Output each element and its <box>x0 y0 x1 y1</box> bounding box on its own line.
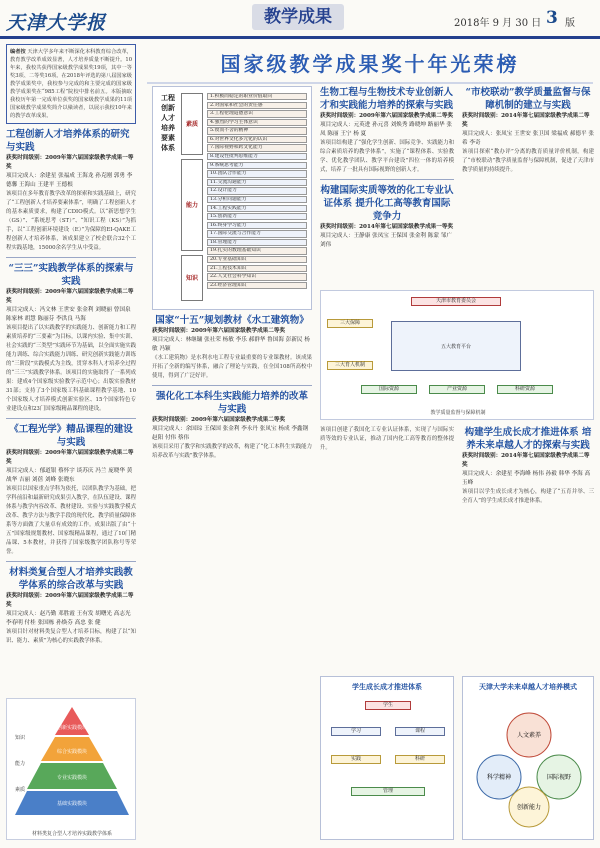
diagram-item: 3.工程伦理道德意识 <box>207 110 307 117</box>
diagram-item: 19.扎实的数理基础知识 <box>207 247 307 254</box>
article-body: 该项目在多年教育教学改革的探索和实践基础上，研究了“工程创新人才培养要素体系”，明确了工程创新人才的基本素质要求，构建了CDIO模式。以“新思想学生（GS）”、“系统思考（ST）”、“知识工程（KS）”为抓手，以“工程创新环境建设（E）”为保障的EI-QAKE工程创新人才培养体系，该成果建立了校企联合32个工程实践基地，15000余名学生从中受益。 <box>6 191 136 251</box>
diagram-item: 7.国际视野和跨文化能力 <box>207 144 307 151</box>
diagram-item: 12.设计能力 <box>207 187 307 194</box>
pyramid-side-1: 能力 <box>15 761 26 767</box>
article-authors: 项目完成人：余建星 李海峰 杨伟 孙毅 韩华 李海 高玉峰 <box>462 471 591 486</box>
masthead-rule <box>0 36 600 39</box>
editor-note <box>10 48 132 120</box>
article-title: 构建学生成长成才推进体系 培养未来卓越人才的探索与实践 <box>464 427 592 451</box>
article-meta: 获奖时间级别：2014年第七届国家级教学成果二等奖 <box>462 113 590 128</box>
section-title: 教学成果 <box>252 4 344 30</box>
growth-node-0: 学生 <box>365 701 411 710</box>
talent-label-1: 科学精神 <box>486 774 512 781</box>
talent-mode-svg <box>463 695 595 835</box>
pyramid-caption: 材料类复合型人才培养实践教学体系 <box>31 831 112 837</box>
talent-mode-title: 天津大学未来卓越人才培养模式 <box>479 682 577 691</box>
pyramid-figure <box>6 698 136 840</box>
article-body: 该项目采用了教学和实践教学的改革，构建了“化工本科生实践能力培养改革与实践”教学体系。 <box>152 444 312 459</box>
article-mid-0 <box>152 314 312 381</box>
article-authors: 项目完成人：郁道银 蔡怀宇 谈苏庆 冯兰 庞晓华 黄战华 吉丽 刘蓓 刘峰 张晓东 <box>6 468 133 483</box>
diagram-item: 14.工程实践能力 <box>207 205 307 212</box>
article-mid2-1 <box>320 184 454 250</box>
diagram-item: 18.管理能力 <box>207 239 307 246</box>
growth-node-3: 实践 <box>331 755 381 764</box>
divider <box>6 561 136 562</box>
issue-date: 2018年 9 月 30 日 <box>454 18 542 29</box>
article-title: 工程创新人才培养体系的研究与实践 <box>6 129 130 153</box>
talent-label-2: 国际视野 <box>546 774 572 781</box>
diagram-item: 20.专业基础知识 <box>207 256 307 263</box>
article-meta: 获奖时间级别：2009年第六届国家级教学成果二等奖 <box>320 113 454 119</box>
article-authors: 项目完成人：余建星 张福成 王海龙 孙克刚 郭勇 李德馨 王海山 王建平 王德根 <box>6 173 133 188</box>
pyramid-side-0: 知识 <box>15 735 26 741</box>
divider <box>6 257 136 258</box>
talent-label-3: 创新能力 <box>516 804 542 811</box>
article-authors: 项目完成人：赵乃勤 邓胜霞 王有发 胡曙光 高志光 李春明 付桂 张国栋 孙焕芬 高忠 张 健 <box>6 611 131 626</box>
masthead <box>0 0 600 40</box>
article-body: 该项目提出了以实践教学的实践能力、创新能力和工程素质培养的“三要素”为目标，以课内实验、集中实训、社会实践的“三类型”实践环节为基础，以全面实施实践能力训练、综合实践能力训练、研究创新实践能力训练的“三阶段”实践模式为主线，贯穿本科人才培养全过程的“三三”实践教学体系。该项目的实施取得了一系列成果：建成4个国家级实验教学示范中心；出版实验教材31部；支持了3个国家级工科基础课程教学基地、10个国家级人才培养模式创新实验区、15个国家特色专业建设点和23门国家级精品课程的建设。 <box>6 325 136 412</box>
article-title: 强化化工本科生实践能力培养的改革与实践 <box>155 391 308 415</box>
talent-elements-diagram <box>152 86 312 310</box>
article-meta: 获奖时间级别：2009年第六届国家级教学成果一等奖 <box>6 155 134 170</box>
page-number: 3 <box>546 8 558 28</box>
article-meta: 获奖时间级别：2009年第六届国家级教学成果二等奖 <box>152 328 286 334</box>
divider <box>152 385 312 386</box>
pyramid-label-2: 专业实践模块 <box>56 775 88 781</box>
article-title: 构建国际实质等效的化工专业认证体系 提升化工高等教育国际竞争力 <box>320 185 454 222</box>
diagram-group-1: 能力 <box>181 159 203 251</box>
net-node-guarantee: 三大保障 <box>327 319 373 328</box>
article-title: 材料类复合型人才培养实践教学体系的综合改革与实践 <box>9 567 133 591</box>
diagram-items <box>207 93 307 290</box>
pyramid-label-3: 基础实践模块 <box>56 801 88 807</box>
article-body: 该项目探索“教办评”分离的教育质量评价机制，构建了“市校联动”教学质量监督与保障机制，促进了天津市教学质量的持续提升。 <box>462 149 594 173</box>
net-node-research: 科研资源 <box>497 385 553 394</box>
growth-node-1: 学习 <box>331 727 381 736</box>
article-authors: 项目完成人：王静康 张凤宝 王保国 张金利 陈蒙 邹广 刘伟 <box>320 233 452 248</box>
talent-label-0: 人文素养 <box>516 732 542 739</box>
growth-node-2: 课程 <box>395 727 445 736</box>
article-meta: 获奖时间级别：2009年第六届国家级教学成果二等奖 <box>6 450 134 465</box>
pyramid-side-2: 素质 <box>15 787 26 793</box>
editor-note-box <box>6 44 136 124</box>
diagram-item: 1.积极而稳定的职业价值取向 <box>207 93 307 100</box>
article-left-0 <box>6 128 136 253</box>
article-meta: 获奖时间级别：2014年第七届国家级教学成果一等奖 <box>320 224 454 230</box>
article-title: “三三”实践教学体系的探索与实践 <box>8 263 134 287</box>
article-mid2-0 <box>320 86 454 175</box>
diagram-side-title: 工程创新人才培养要素体系 <box>161 93 175 152</box>
net-diagram-caption: 教学质量监督与保障机制 <box>430 410 486 416</box>
right-column-lower <box>462 426 594 506</box>
article-authors: 项目完成人：元英进 孙元喜 刘焕秀 路晓坤 路丽华 张凤 陈丽 王宁 杨 夏 <box>320 122 452 137</box>
newspaper-logo: 天津大学报 <box>6 12 107 34</box>
article-authors: 项目完成人：林继镛 张社荣 杨敏 李乐 郝群华 鲁国海 彭新民 杨敏 冯颖 <box>152 337 310 352</box>
diagram-item: 8.建设性批判思维能力 <box>207 153 307 160</box>
diagram-item: 11.交流沟通能力 <box>207 179 307 186</box>
diagram-item: 10.团队合作能力 <box>207 170 307 177</box>
article-left-1 <box>6 262 136 414</box>
diagram-item: 2.对国家和社会的责任感 <box>207 102 307 109</box>
diagram-item: 4.强烈的学习主体意识 <box>207 119 307 126</box>
net-node-intl: 国际资源 <box>361 385 417 394</box>
pyramid-svg <box>7 699 137 829</box>
article-meta: 获奖时间级别：2009年第六届国家级教学成果二等奖 <box>6 593 134 608</box>
diagram-item: 5.锲而不舍的精神 <box>207 127 307 134</box>
article-body: 该项目以学生成长成才为核心，构建了“五育并举、三全育人”的学生成长成才推进体系。 <box>462 489 594 504</box>
divider <box>320 179 454 180</box>
editor-note-label: 编者按 <box>10 49 26 55</box>
growth-diagram-title: 学生成长成才推进体系 <box>352 682 422 691</box>
growth-node-5: 管理 <box>351 787 425 796</box>
article-mid-1 <box>152 390 312 461</box>
diagram-item: 22.人文社会科学知识 <box>207 273 307 280</box>
middle-right-lower <box>320 426 454 453</box>
middle-column <box>152 314 312 461</box>
editor-note-text: 天津大学多年来不断深化本科教育综合改革，教育教学改革成效显著，人才培养质量不断提升。10年来，我校共获得国家级教学成果奖19项，其中一等奖3项、二等奖16项。在2018年评选的第八届国家级教学成果奖中，我校参与完成的和主要完成的国家级教学成果奖在“985工程”院校中排名前五。本版摘取我校历年第一完成单位获奖的国家级教学成果的11项国家级教学成果奖简介以飨读者，以展示我校10年来的教学改革成果。 <box>10 49 132 119</box>
article-title: “市校联动”教学质量监督与保障机制的建立与实践 <box>465 87 591 111</box>
article-title: 生物工程与生物技术专业创新人才和实践能力培养的探索与实践 <box>320 87 454 111</box>
growth-node-4: 科研 <box>395 755 445 764</box>
article-meta: 获奖时间级别：2009年第六届国家级教学成果二等奖 <box>6 289 134 304</box>
article-title: 国家“十五”规划教材《水工建筑物》 <box>155 315 309 326</box>
article-body: 该项目针对材料类复合型人才培养目标，构建了以“知识、能力、素质”为核心的实践教学体系。 <box>6 629 136 644</box>
article-body: 该项目结构建了“强化学生创新、国际竞争、实践能力和综合素质培养的教学体系”，实施了“课程体系、实验教学、优化教学团队、教学平台建设”四位一体的培养模式，培养了一批具有国际视野的创新人才。 <box>320 140 454 173</box>
pyramid-label-0: 创新实践模块 <box>56 725 88 731</box>
diagram-item: 21.工程技术知识 <box>207 265 307 272</box>
diagram-item: 6.对世界文化多元化的认识 <box>207 136 307 143</box>
diagram-item: 23.经济管理知识 <box>207 282 307 289</box>
article-title: 《工程光学》精品课程的建设与实践 <box>9 424 133 448</box>
diagram-group-2: 知识 <box>181 255 203 301</box>
diagram-group-0: 素质 <box>181 93 203 155</box>
article-right-1 <box>462 426 594 506</box>
quality-network-diagram <box>320 290 594 420</box>
talent-mode-diagram <box>462 676 594 840</box>
article-body: 该项目以国家重点学科为依托，以团队教学为基础，把学科前沿和最新研究成果引入教学，在队伍建设、课程体系与教学内容改革、教材建设、实验与实践教学模式改革、教学方法与教学手段的现代化、教学质量保障体系等方面做了大量卓有成效的工作。成果出版了由“十五”国家级规划教材、国家级精品课程，通过了10门精品课、5本教材，并获得了国家级教学团队称号等荣誉。 <box>6 486 136 555</box>
middle-right-column <box>320 86 454 250</box>
diagram-item: 15.创新能力 <box>207 213 307 220</box>
article-meta: 获奖时间级别：2009年第六届国家级教学成果二等奖 <box>152 417 286 423</box>
left-column <box>6 44 136 646</box>
diagram-item: 16.终身学习能力 <box>207 222 307 229</box>
pyramid-label-1: 综合实践模块 <box>56 749 88 755</box>
net-node-top: 天津市教育委员会 <box>411 297 501 306</box>
article-right-0 <box>462 86 594 175</box>
article-body: 《水工建筑物》是水利水电工程专业最重要的专业课教材。该成果开拓了全新的编写体系，融合了理论与实践，在全国108所高校中使用，得到了广泛好评。 <box>152 355 312 379</box>
diagram-item: 17.国际交流与合作能力 <box>207 230 307 237</box>
article-left-2 <box>6 423 136 557</box>
diagram-item: 13.分析问题能力 <box>207 196 307 203</box>
right-column <box>462 86 594 175</box>
article-meta: 获奖时间级别：2014年第七届国家级教学成果二等奖 <box>462 453 590 468</box>
article-authors: 项目完成人：冯文林 王世安 张金利 刘晓丽 曾国泉 陈家林 胡慧 陈丽芬 李洪良 马海 <box>6 307 131 322</box>
page-suffix: 版 <box>565 18 575 29</box>
diagram-item: 9.系统思考能力 <box>207 162 307 169</box>
page-banner: 国家级教学成果奖十年光荣榜 <box>220 52 520 76</box>
growth-system-diagram <box>320 676 454 840</box>
article-authors: 项目完成人：余国琮 王保国 张金利 李永丹 张凤宝 杨成 李鑫钢 赵阳 付伟 蔡伟 <box>152 426 309 441</box>
article-authors: 项目完成人：张凤宝 王世安 张卫国 梁福成 郝德平 张希 李奇 <box>462 131 594 146</box>
divider <box>6 418 136 419</box>
net-node-mechanism: 三大育人机制 <box>327 361 373 370</box>
net-node-industry: 产业资源 <box>429 385 485 394</box>
banner-rule <box>147 82 593 84</box>
article-body: 该项目创建了我国化工专业认证体系，实现了与国际实质等效的专业认证，推动了国内化工高等教育的整体提升。 <box>320 427 454 451</box>
article-left-3 <box>6 566 136 646</box>
net-node-platform: 五大教育平台 <box>391 321 521 371</box>
